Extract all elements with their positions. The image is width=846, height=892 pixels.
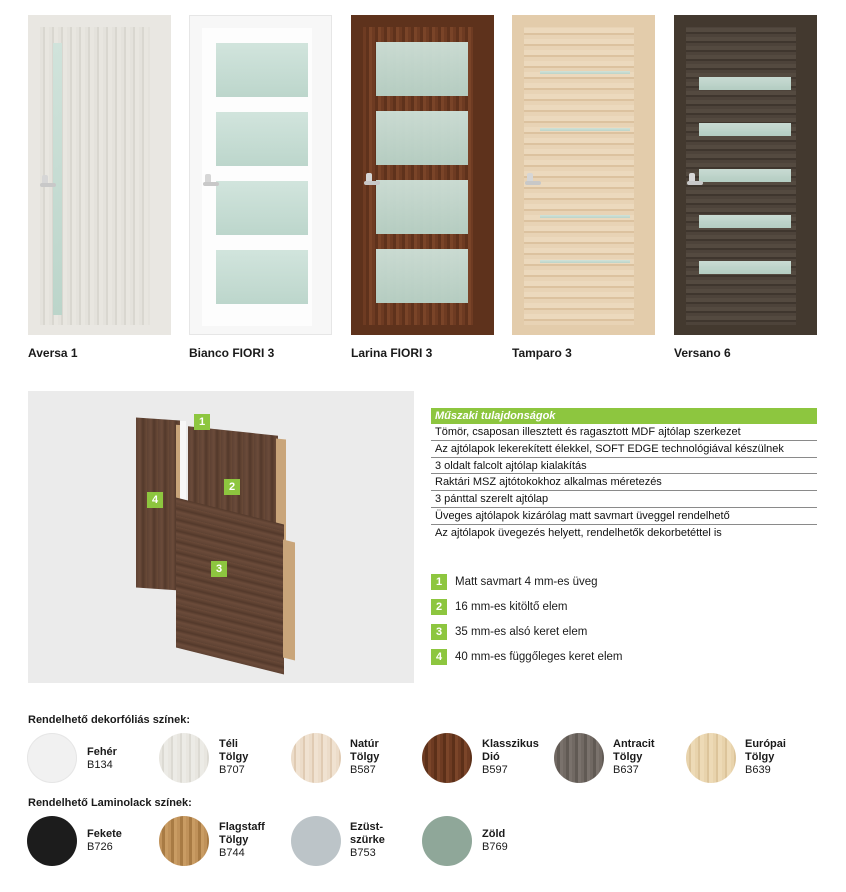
swatch-label: [87, 746, 117, 772]
spec-row: 3 pánttal szerelt ajtólap: [431, 491, 817, 508]
door-name: Larina FIORI 3: [351, 346, 433, 360]
spec-row: Az ajtólapok lekerekített élekkel, SOFT EDGE technológiával készülnek: [431, 441, 817, 458]
spec-row: Üveges ajtólapok kizárólag matt savmart üveggel rendelhető: [431, 508, 817, 525]
glass-panel: [216, 250, 308, 304]
swatch-name: Zöld: [482, 828, 506, 840]
glass-strip: [540, 215, 630, 218]
figure-label-3: 3: [211, 561, 227, 577]
swatch-name: Tölgy: [350, 751, 380, 763]
swatch-label: [219, 821, 265, 860]
color-swatch: [27, 816, 77, 866]
door-name: Bianco FIORI 3: [189, 346, 275, 360]
specs-title: Műszaki tulajdonságok: [431, 408, 817, 424]
glass-panel: [376, 111, 468, 165]
door-cross-section-figure: [28, 391, 414, 683]
door-name: Versano 6: [674, 346, 731, 360]
swatch-code: B726: [87, 841, 113, 853]
bottom-frame-element: [176, 498, 284, 675]
legend-item-1: [431, 574, 598, 590]
color-swatch: [27, 733, 77, 783]
glass-strip: [699, 123, 791, 136]
color-swatch: [291, 816, 341, 866]
swatch-label: [219, 738, 248, 777]
glass-panel: [376, 42, 468, 96]
door-name: Tamparo 3: [512, 346, 572, 360]
color-swatch: [422, 733, 472, 783]
spec-row: 3 oldalt falcolt ajtólap kialakítás: [431, 458, 817, 475]
legend-text: 40 mm-es függőleges keret elem: [455, 651, 623, 663]
legend-text: 16 mm-es kitöltő elem: [455, 601, 568, 613]
spec-row: Tömör, csaposan illesztett és ragasztott MDF ajtólap szerkezet: [431, 424, 817, 441]
door-image-tamparo-3: [512, 15, 655, 335]
swatch-code: B744: [219, 847, 245, 859]
color-swatch: [159, 816, 209, 866]
color-swatch: [554, 733, 604, 783]
swatch-label: [482, 828, 508, 854]
color-swatch: [422, 816, 472, 866]
legend-item-2: [431, 599, 567, 615]
swatch-code: B707: [219, 764, 245, 776]
glass-panel: [376, 180, 468, 234]
swatch-code: B134: [87, 759, 113, 771]
swatch-label: [87, 828, 122, 854]
swatch-name: Európai: [745, 738, 786, 750]
legend-item-4: [431, 649, 622, 665]
swatch-label: [350, 821, 385, 860]
swatch-code: B753: [350, 847, 376, 859]
swatch-name: Natúr: [350, 738, 379, 750]
door-image-aversa-1: [28, 15, 171, 335]
figure-label-4: 4: [147, 492, 163, 508]
legend-text: 35 mm-es alsó keret elem: [455, 626, 588, 638]
swatch-label: [482, 738, 539, 777]
glass-panel: [376, 249, 468, 303]
swatch-name: Tölgy: [219, 751, 249, 763]
technical-specs-table: [431, 408, 817, 542]
spec-row: Raktári MSZ ajtótokokhoz alkalmas méretezés: [431, 474, 817, 491]
swatch-name: szürke: [350, 834, 385, 846]
legend-badge: 2: [431, 599, 447, 615]
door-handle: [525, 181, 541, 185]
swatch-label: [613, 738, 655, 777]
swatch-code: B639: [745, 764, 771, 776]
swatch-name: Téli: [219, 738, 238, 750]
glass-strip: [699, 77, 791, 90]
glass-strip: [699, 215, 791, 228]
glass-strip: [699, 261, 791, 274]
swatch-code: B597: [482, 764, 508, 776]
spec-row: Az ajtólapok üvegezés helyett, rendelhetők dekorbetéttel is: [435, 526, 722, 539]
door-handle: [364, 181, 380, 185]
bottom-frame-edge: [283, 540, 295, 661]
glass-strip: [540, 260, 630, 263]
glass-panel: [216, 112, 308, 166]
laminolack-colors-title: Rendelhető Laminolack színek:: [28, 797, 192, 809]
swatch-name: Ezüst-: [350, 821, 383, 833]
door-image-larina-fiori-3: [351, 15, 494, 335]
door-image-bianco-fiori-3: [189, 15, 332, 335]
swatch-name: Dió: [482, 751, 500, 763]
swatch-name: Tölgy: [219, 834, 249, 846]
door-handle: [40, 183, 56, 187]
decor-colors-title: Rendelhető dekorfóliás színek:: [28, 714, 190, 726]
legend-badge: 3: [431, 624, 447, 640]
glass-panel: [53, 43, 62, 315]
color-swatch: [159, 733, 209, 783]
legend-badge: 1: [431, 574, 447, 590]
swatch-name: Fekete: [87, 828, 122, 840]
figure-label-2: 2: [224, 479, 240, 495]
glass-panel: [216, 43, 308, 97]
glass-slit: [180, 421, 186, 506]
door-name: Aversa 1: [28, 346, 78, 360]
door-handle: [203, 182, 219, 186]
swatch-name: Antracit: [613, 738, 655, 750]
swatch-name: Klasszikus: [482, 738, 539, 750]
glass-strip: [540, 128, 630, 131]
swatch-name: Fehér: [87, 746, 117, 758]
glass-strip: [699, 169, 791, 182]
swatch-name: Tölgy: [613, 751, 643, 763]
door-image-versano-6: [674, 15, 817, 335]
swatch-label: [745, 738, 786, 777]
glass-panel: [216, 181, 308, 235]
door-handle: [687, 181, 703, 185]
swatch-label: [350, 738, 379, 777]
swatch-code: B587: [350, 764, 376, 776]
legend-item-3: [431, 624, 587, 640]
legend-text: Matt savmart 4 mm-es üveg: [455, 576, 598, 588]
legend-badge: 4: [431, 649, 447, 665]
swatch-name: Flagstaff: [219, 821, 265, 833]
color-swatch: [291, 733, 341, 783]
figure-label-1: 1: [194, 414, 210, 430]
swatch-code: B769: [482, 841, 508, 853]
swatch-code: B637: [613, 764, 639, 776]
swatch-name: Tölgy: [745, 751, 775, 763]
glass-strip: [540, 71, 630, 74]
color-swatch: [686, 733, 736, 783]
